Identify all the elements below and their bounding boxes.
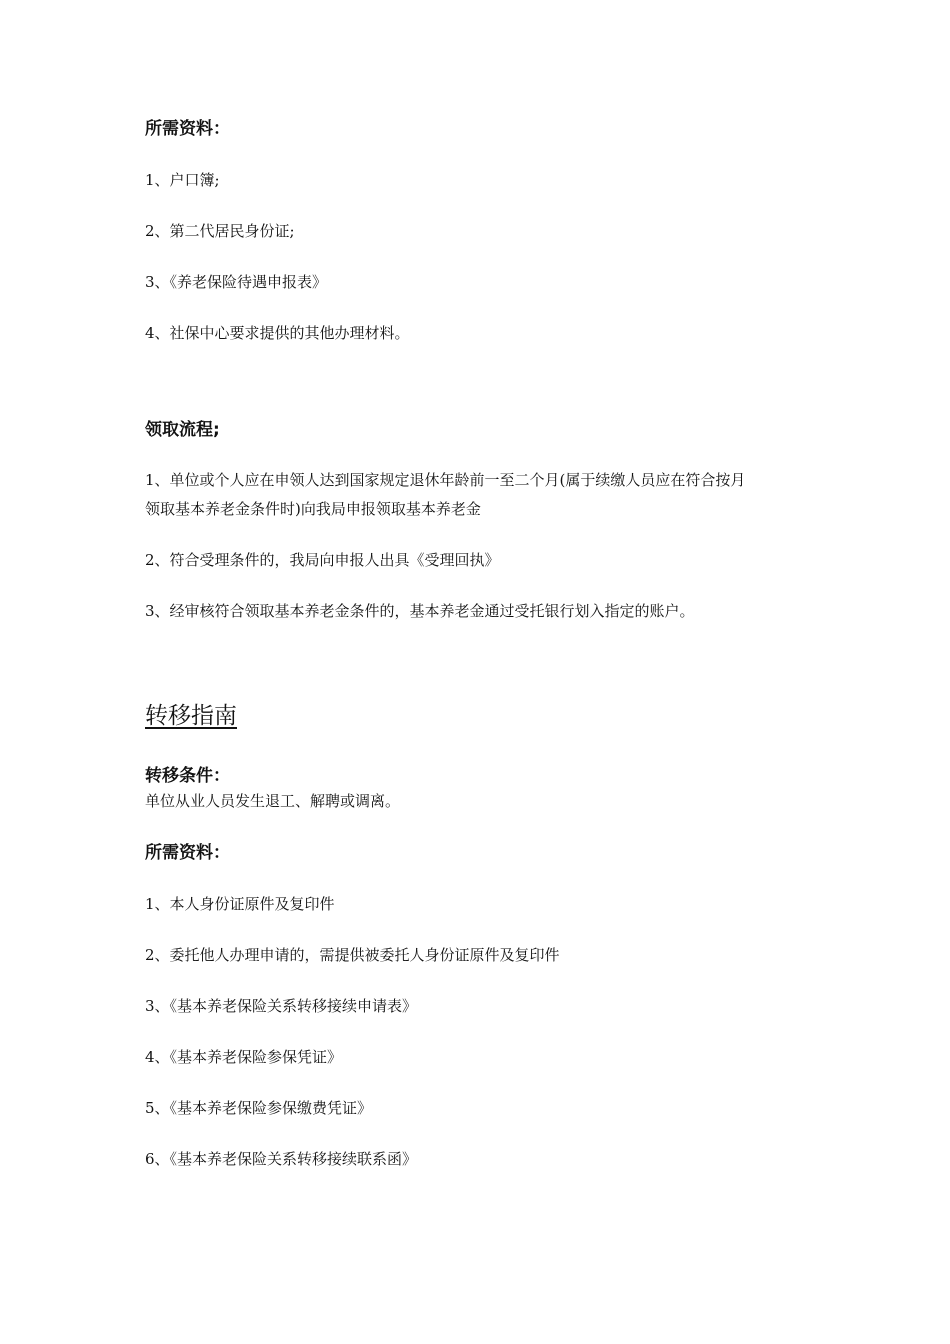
- transfer-conditions-text: 单位从业人员发生退工、解聘或调离。: [145, 792, 401, 810]
- materials-item: 3、《养老保险待遇申报表》: [145, 273, 328, 291]
- transfer-materials-item: 6、《基本养老保险关系转移接续联系函》: [145, 1150, 418, 1168]
- process-item-continued: 领取基本养老金条件时)向我局申报领取基本养老金: [145, 500, 481, 518]
- materials-item: 2、第二代居民身份证;: [145, 222, 295, 240]
- transfer-materials-item: 2、委托他人办理申请的，需提供被委托人身份证原件及复印件: [145, 946, 560, 964]
- process-item: 1、单位或个人应在申领人达到国家规定退休年龄前一至二个月(属于续缴人员应在符合按月: [145, 471, 746, 489]
- process-item: 3、经审核符合领取基本养老金条件的，基本养老金通过受托银行划入指定的账户。: [145, 602, 695, 620]
- transfer-materials-item: 5、《基本养老保险参保缴费凭证》: [145, 1099, 373, 1117]
- process-heading: 领取流程;: [145, 420, 220, 440]
- materials-heading: 所需资料：: [145, 119, 230, 139]
- materials-item: 4、社保中心要求提供的其他办理材料。: [145, 324, 410, 342]
- transfer-conditions-heading: 转移条件：: [145, 766, 230, 786]
- transfer-materials-item: 1、本人身份证原件及复印件: [145, 895, 335, 913]
- transfer-guide-title: 转移指南: [145, 703, 237, 729]
- transfer-materials-item: 4、《基本养老保险参保凭证》: [145, 1048, 343, 1066]
- process-item: 2、符合受理条件的，我局向申报人出具《受理回执》: [145, 551, 500, 569]
- transfer-materials-item: 3、《基本养老保险关系转移接续申请表》: [145, 997, 418, 1015]
- materials-item: 1、户口簿;: [145, 171, 220, 189]
- transfer-materials-heading: 所需资料：: [145, 843, 230, 863]
